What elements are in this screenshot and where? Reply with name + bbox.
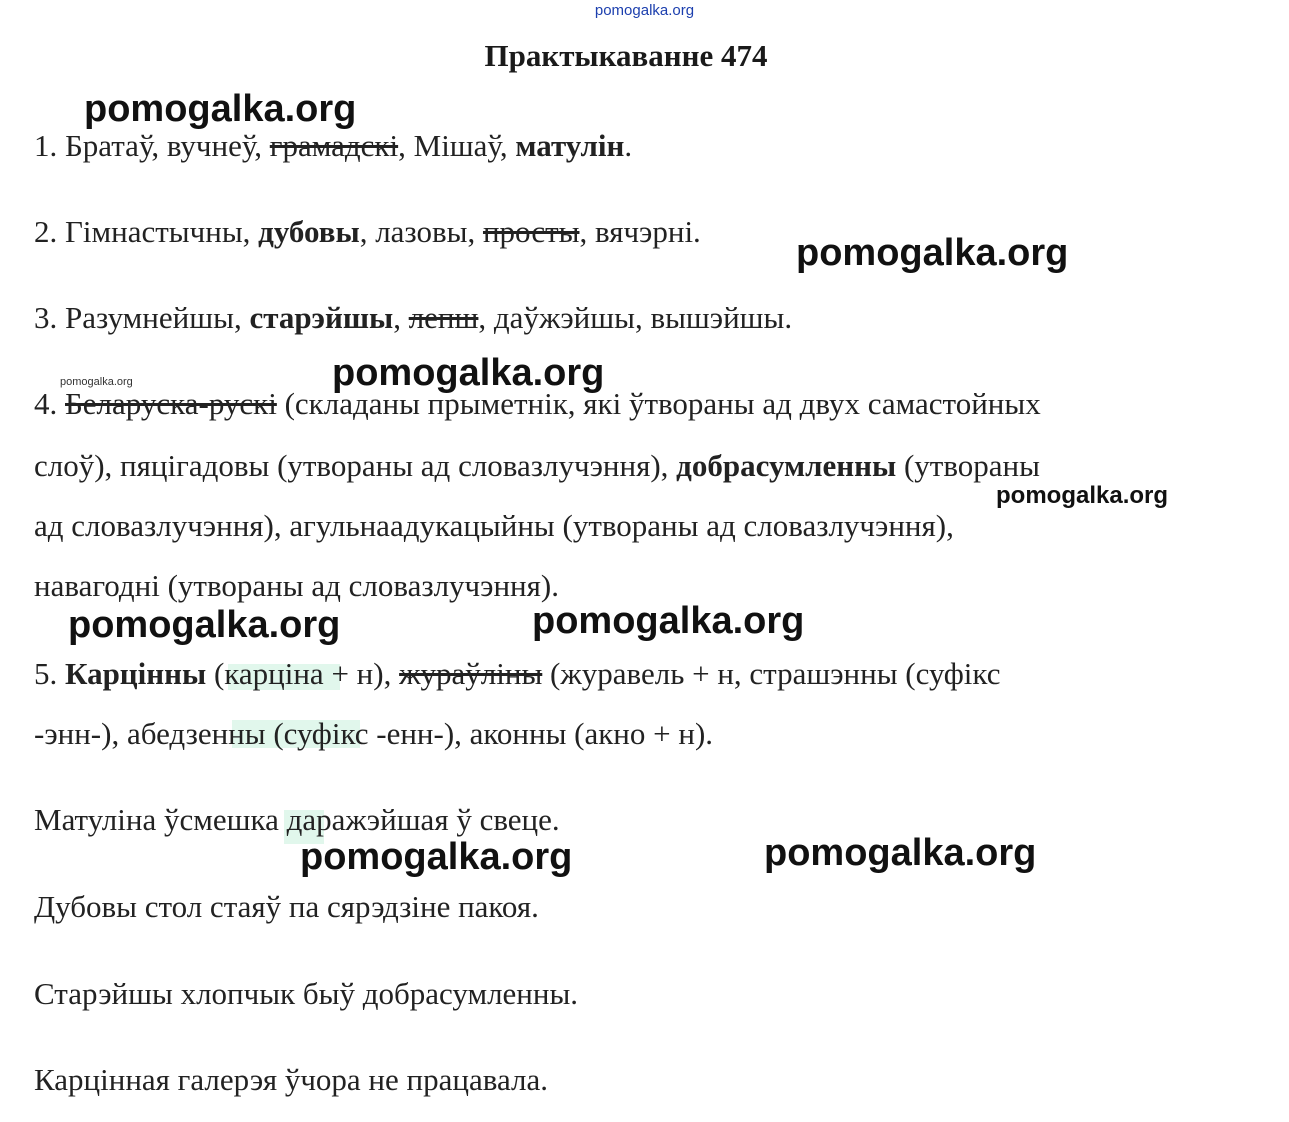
bold-word: старэйшы <box>249 300 394 335</box>
site-link[interactable]: pomogalka.org <box>594 2 695 19</box>
list-item-4: 4. Беларуска-рускі (складаны прыметнік, які ўтвораны ад двух самастойных <box>34 386 1041 421</box>
watermark: pomogalka.org <box>300 836 573 878</box>
list-item-5: 5. Карцінны (карціна + н), жураўліны (журавель + н, страшэнны (суфікс <box>34 656 1001 691</box>
struck-word: лепш <box>408 300 479 335</box>
watermark: pomogalka.org <box>84 88 357 130</box>
watermark: pomogalka.org <box>996 482 1169 509</box>
watermark: pomogalka.org <box>764 832 1037 874</box>
watermark: pomogalka.org <box>60 376 133 388</box>
list-item-4-line-3: ад словазлучэння), агульнаадукацыйны (утвораны ад словазлучэння), <box>34 508 954 543</box>
bold-word: матулін <box>515 128 625 163</box>
struck-word: грамадскі <box>269 128 399 163</box>
list-item-3: 3. Разумнейшы, старэйшы, лепш, даўжэйшы, вышэйшы. <box>34 300 793 335</box>
struck-word: жураўліны <box>399 656 543 691</box>
sentence: Старэйшы хлопчык быў добрасумленны. <box>34 976 579 1011</box>
sentence: Дубовы стол стаяў па сярэдзіне пакоя. <box>34 889 539 924</box>
watermark: pomogalka.org <box>796 232 1069 274</box>
list-item-2: 2. Гімнастычны, дубовы, лазовы, просты, вячэрні. <box>34 214 701 249</box>
list-item-1: 1. Братаў, вучнеў, грамадскі, Мішаў, матулін. <box>34 128 633 163</box>
struck-word: просты <box>482 214 580 249</box>
bold-word: Карцінны <box>65 656 207 691</box>
list-item-4-line-2: слоў), пяцігадовы (утвораны ад словазлучэння), добрасумленны (утвораны <box>34 448 1040 483</box>
list-item-4-line-4: навагодні (утвораны ад словазлучэння). <box>34 568 559 603</box>
sentence: Карцінная галерэя ўчора не працавала. <box>34 1062 548 1097</box>
bold-word: добрасумленны <box>676 448 897 483</box>
struck-word: Беларуска-рускі <box>65 386 277 421</box>
page-title: Практыкаванне 474 <box>484 38 768 73</box>
watermark: pomogalka.org <box>68 604 341 646</box>
watermark: pomogalka.org <box>332 352 605 394</box>
bold-word: дубовы <box>258 214 360 249</box>
sentence: Матуліна ўсмешка даражэйшая ў свеце. <box>34 802 560 837</box>
watermark: pomogalka.org <box>532 600 805 642</box>
list-item-5-line-2: -энн-), абедзенны (суфікс -енн-), аконны (акно + н). <box>34 716 714 751</box>
